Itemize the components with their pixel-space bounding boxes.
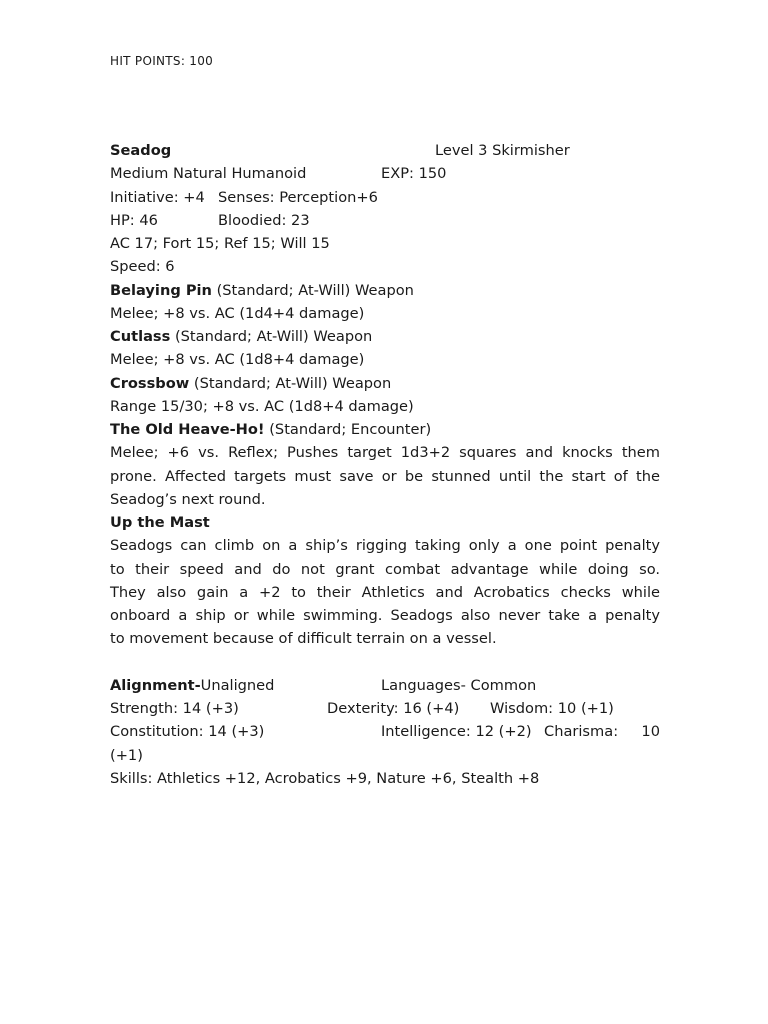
trait-line: to movement because of difficult terrain on a vessel. (110, 630, 497, 648)
speed: Speed: 6 (110, 258, 175, 276)
monster-name: Seadog (110, 142, 172, 159)
power-header (110, 418, 660, 441)
monster-type: Medium Natural Humanoid (110, 165, 307, 183)
hp-value: HP: 46 (110, 211, 158, 229)
power-header (110, 279, 660, 302)
trait-name: Up the Mast (110, 514, 210, 531)
power-effect-line: Seadog’s next round. (110, 490, 266, 508)
trait-line: onboard a ship or while swimming. Seadogs also never take a penalty (110, 607, 660, 624)
constitution: Constitution: 14 (+3) (110, 723, 265, 741)
initiative-line (110, 186, 660, 209)
dexterity: Dexterity: 16 (+4) (327, 700, 460, 717)
power-name: Cutlass (110, 328, 171, 345)
power-tags: (Standard; Encounter) (264, 421, 432, 438)
power-effect-line: Melee; +6 vs. Reflex; Pushes target 1d3+2 squares and knocks them (110, 444, 660, 462)
power-effect: Range 15/30; +8 vs. AC (1d8+4 damage) (110, 397, 414, 415)
charisma-value: 10 (641, 723, 660, 741)
alignment-value: Unaligned (200, 676, 275, 694)
abilities-line-2 (110, 720, 660, 743)
languages: Languages- Common (381, 676, 537, 694)
stat-block (110, 139, 660, 790)
alignment-label: Alignment- (110, 676, 201, 694)
power-name: Crossbow (110, 374, 190, 392)
power-header (110, 372, 660, 395)
power-name: Belaying Pin (110, 281, 212, 299)
initiative: Initiative: +4 (110, 188, 205, 206)
charisma-label: Charisma: (544, 723, 619, 741)
charisma-mod: (+1) (110, 746, 143, 764)
power-effect: Melee; +8 vs. AC (1d4+4 damage) (110, 304, 365, 322)
power-header (110, 325, 660, 348)
hit-points-note: HIT POINTS: 100 (110, 54, 214, 68)
power-tags: (Standard; At-Will) Weapon (211, 281, 414, 299)
power-effect: Melee; +8 vs. AC (1d8+4 damage) (110, 351, 365, 369)
strength: Strength: 14 (+3) (110, 700, 239, 717)
hp-line (110, 209, 660, 232)
trait-line: Seadogs can climb on a ship’s rigging taking only a one point penalty (110, 537, 660, 555)
trait-line: to their speed and do not grant combat advantage while doing so. (110, 560, 660, 578)
alignment-line (110, 674, 660, 697)
trait-line: They also gain a +2 to their Athletics and Acrobatics checks while (110, 583, 660, 601)
power-effect-line: prone. Affected targets must save or be stunned until the start of the (110, 467, 660, 485)
wisdom: Wisdom: 10 (+1) (490, 700, 614, 717)
intelligence: Intelligence: 12 (+2) (381, 723, 532, 741)
blank-line (110, 651, 660, 674)
power-tags: (Standard; At-Will) Weapon (189, 374, 392, 392)
level-role: Level 3 Skirmisher (435, 142, 570, 159)
exp-value: EXP: 150 (381, 165, 447, 183)
type-line (110, 162, 660, 185)
power-tags: (Standard; At-Will) Weapon (170, 328, 373, 345)
skills: Skills: Athletics +12, Acrobatics +9, Nature +6, Stealth +8 (110, 769, 540, 787)
power-name: The Old Heave-Ho! (110, 421, 265, 438)
defenses: AC 17; Fort 15; Ref 15; Will 15 (110, 235, 330, 252)
senses: Senses: Perception+6 (218, 188, 378, 206)
bloodied-value: Bloodied: 23 (218, 211, 310, 229)
title-line (110, 139, 660, 162)
abilities-line-1 (110, 697, 660, 720)
